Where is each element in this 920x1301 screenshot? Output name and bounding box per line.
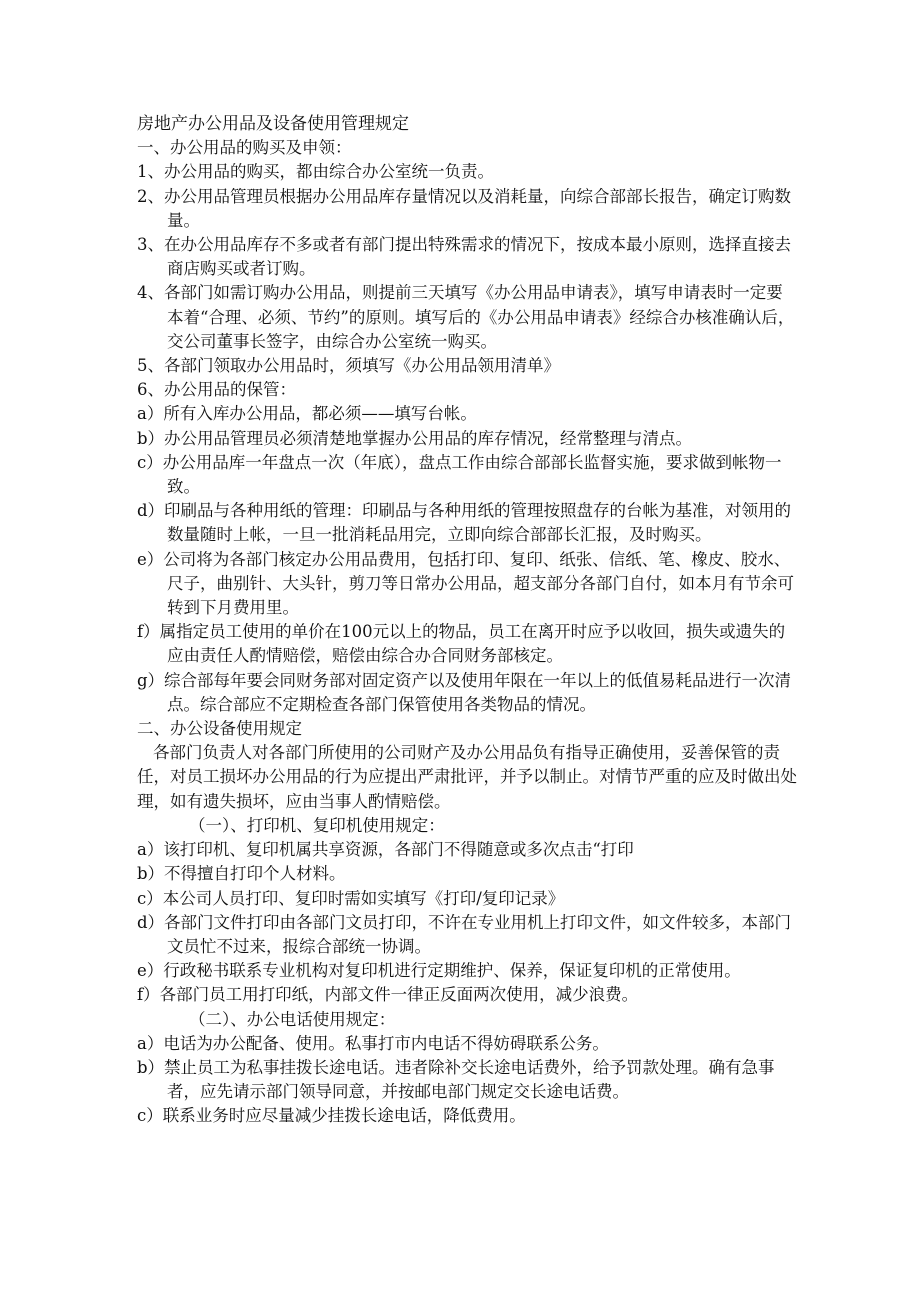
- document-body: [137, 112, 797, 1129]
- list-item: 6、办公用品的保管：: [137, 380, 296, 400]
- list-item: 1、办公用品的购买，都由综合办公室统一负责。: [137, 162, 494, 182]
- list-item: 4、各部门如需订购办公用品，则提前三天填写《办公用品申请表》，填写申请表时一定要本着“合理、必须、节约”的原则。填写后的《办公用品申请表》经综合办核准确认后，交公司董事长签字，由综合办公室统一购买。: [137, 283, 795, 351]
- list-item: 5、各部门领取办公用品时，须填写《办公用品领用清单》: [137, 356, 560, 376]
- list-item: b）不得擅自打印个人材料。: [137, 864, 346, 884]
- list-item: a）电话为办公配备、使用。私事打市内电话不得妨碍联系公务。: [137, 1033, 609, 1053]
- document-title: 房地产办公用品及设备使用管理规定: [137, 114, 409, 134]
- list-item: e）公司将为各部门核定办公用品费用，包括打印、复印、纸张、信纸、笔、橡皮、胶水、尺子，曲别针、大头针，剪刀等日常办公用品，超支部分各部门自付，如本月有节余可转到下月费用里。: [137, 549, 794, 618]
- list-item: f）各部门员工用打印纸，内部文件一律正反面两次使用，减少浪费。: [137, 985, 639, 1005]
- list-item: 3、在办公用品库存不多或者有部门提出特殊需求的情况下，按成本最小原则，选择直接去商店购买或者订购。: [137, 235, 791, 279]
- list-item: b）禁止员工为私事挂拨长途电话。违者除补交长途电话费外，给予罚款处理。确有急事者，应先请示部门领导同意，并按邮电部门规定交长途电话费。: [137, 1057, 775, 1102]
- list-item: c）办公用品库一年盘点一次（年底），盘点工作由综合部部长监督实施，要求做到帐物一致。: [137, 452, 782, 497]
- subsection-2-heading: （二）、办公电话使用规定：: [189, 1009, 396, 1029]
- list-item: 2、办公用品管理员根据办公用品库存量情况以及消耗量，向综合部部长报告，确定订购数量。: [137, 186, 791, 230]
- list-item: a）所有入库办公用品，都必须——填写台帐。: [137, 404, 477, 424]
- list-item: d）各部门文件打印由各部门文员打印，不许在专业用机上打印文件，如文件较多，本部门文员忙不过来，报综合部统一协调。: [137, 912, 792, 956]
- subsection-1-heading: （一）、打印机、复印机使用规定：: [189, 815, 445, 835]
- list-item: c）联系业务时应尽量减少挂拨长途电话，降低费用。: [137, 1106, 526, 1126]
- list-item: g）综合部每年要会同财务部对固定资产以及使用年限在一年以上的低值易耗品进行一次清点。综合部应不定期检查各部门保管使用各类物品的情况。: [137, 670, 792, 714]
- list-item: a）该打印机、复印机属共享资源，各部门不得随意或多次点击“打印: [137, 840, 634, 860]
- list-item: c）本公司人员打印、复印时需如实填写《打印/复印记录》: [137, 888, 565, 908]
- section-2-heading: 二、办公设备使用规定: [137, 719, 302, 739]
- section-1-heading: 一、办公用品的购买及申领：: [137, 138, 352, 158]
- list-item: f）属指定员工使用的单价在100元以上的物品，员工在离开时应予以收回，损失或遗失的应由责任人酌情赔偿，赔偿由综合办合同财务部核定。: [137, 622, 786, 666]
- list-item: e）行政秘书联系专业机构对复印机进行定期维护、保养，保证复印机的正常使用。: [137, 961, 741, 981]
- list-item: b）办公用品管理员必须清楚地掌握办公用品的库存情况，经常整理与清点。: [137, 428, 693, 448]
- section-2-intro: 各部门负责人对各部门所使用的公司财产及办公用品负有指导正确使用，妥善保管的责任，对员工损坏办公用品的行为应提出严肃批评，并予以制止。对情节严重的应及时做出处理，如有遗失损坏，应由当事人酌情赔偿。: [137, 743, 797, 811]
- list-item: d）印刷品与各种用纸的管理：印刷品与各种用纸的管理按照盘存的台帐为基准，对领用的数量随时上帐，一旦一批消耗品用完，立即向综合部部长汇报，及时购买。: [137, 501, 792, 545]
